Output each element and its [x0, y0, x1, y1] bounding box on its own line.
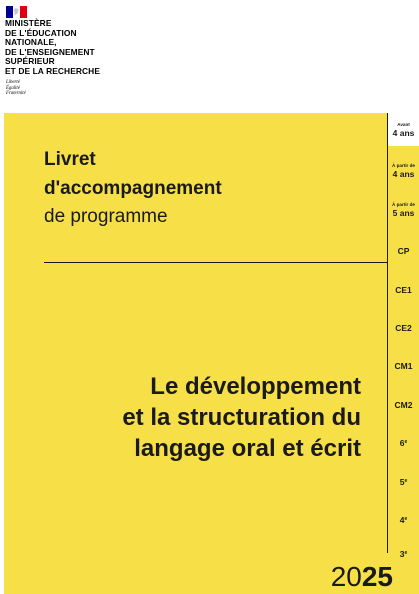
ministry-name-line: DE L'ÉDUCATION [5, 27, 77, 38]
document-subject [41, 371, 361, 464]
level-avant-4-ans [388, 122, 419, 138]
level-a-partir-4-ans [388, 163, 419, 179]
ministry-header [0, 0, 419, 113]
ministry-name-line: ET DE LA RECHERCHE [5, 65, 101, 76]
level-cm2 [388, 395, 419, 413]
subject-line: et la structuration du [122, 404, 361, 431]
marianne-flag-icon [6, 6, 27, 18]
level-suffix: e [404, 478, 408, 484]
level-prefix: À partir de [392, 163, 415, 168]
level-ce1 [388, 280, 419, 298]
level-label: CE1 [395, 285, 412, 295]
level-5e [388, 472, 419, 490]
ministry-name-line: MINISTÈRE [5, 18, 52, 28]
motto-line: Liberté [6, 80, 20, 85]
document-title [44, 145, 364, 230]
level-3e [388, 544, 419, 562]
level-prefix: Avant [397, 122, 410, 127]
subject-line: Le développement [150, 373, 361, 400]
level-suffix: e [404, 439, 408, 445]
level-label: CM2 [394, 400, 413, 410]
level-age: 4 ans [392, 128, 415, 138]
title-line: d'accompagnement [44, 178, 222, 199]
level-label: CM1 [394, 361, 413, 371]
publication-year [331, 562, 393, 592]
level-cp [388, 241, 419, 259]
level-4e [388, 510, 419, 528]
level-label: CP [397, 246, 410, 256]
cover-panel [4, 113, 387, 594]
level-a-partir-5-ans [388, 202, 419, 218]
level-ce2 [388, 318, 419, 336]
ministry-name-line: SUPÉRIEUR [5, 56, 55, 67]
ministry-name [5, 19, 165, 77]
title-subline: de programme [44, 206, 168, 227]
year-prefix: 20 [330, 561, 362, 592]
level-age: 4 ans [392, 169, 415, 179]
ministry-name-line: DE L'ENSEIGNEMENT [5, 46, 95, 57]
level-suffix: e [404, 516, 408, 522]
motto-line: Égalité [6, 85, 20, 91]
year-suffix: 25 [361, 561, 393, 592]
motto-line: Fraternité [6, 91, 26, 97]
level-6e [388, 433, 419, 451]
subject-line: langage oral et écrit [134, 435, 361, 462]
level-label: 6 [399, 438, 405, 448]
level-label: 5 [399, 477, 405, 487]
republic-motto [6, 80, 66, 97]
title-line: Livret [44, 149, 96, 170]
level-strip [387, 113, 419, 594]
level-label: CE2 [395, 323, 412, 333]
level-prefix: À partir de [392, 202, 415, 207]
ministry-name-line: NATIONALE, [5, 37, 57, 48]
title-divider [44, 262, 387, 263]
level-cm1 [388, 356, 419, 374]
level-suffix: e [404, 550, 408, 556]
level-label: 3 [399, 549, 405, 559]
level-age: 5 ans [392, 208, 415, 218]
level-label: 4 [399, 515, 405, 525]
